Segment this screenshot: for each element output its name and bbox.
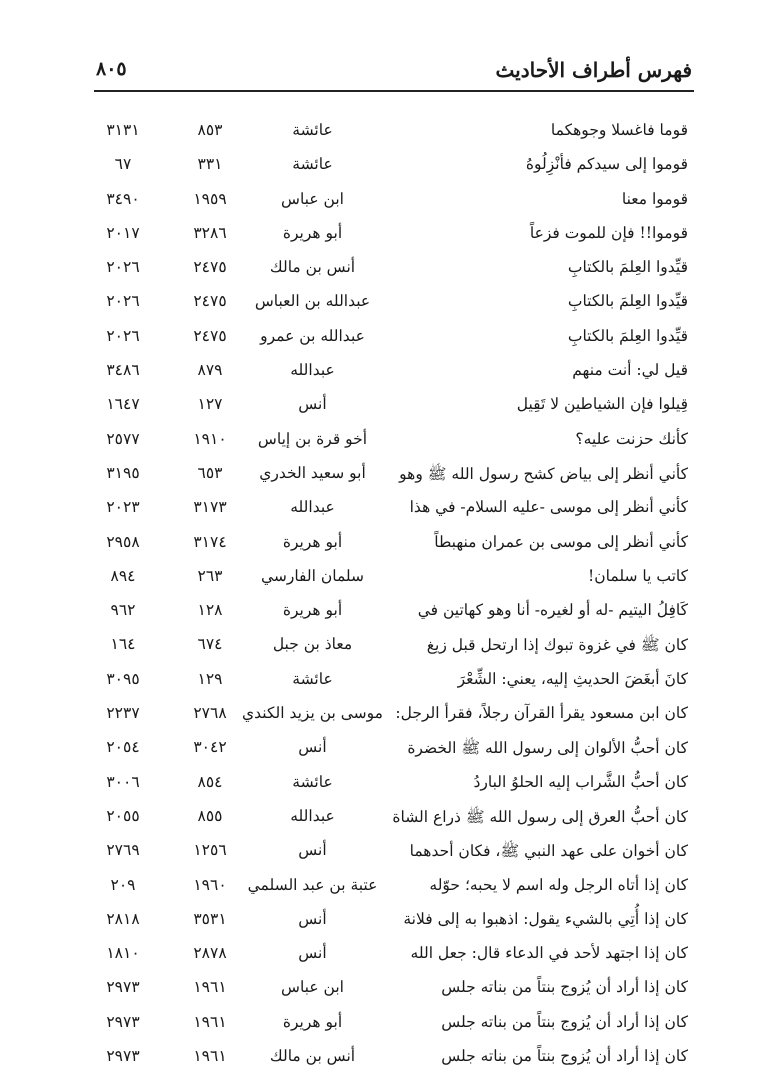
hadith-text: كان أحبُّ العرق إلى رسول الله ﷺ ذراع الشاة <box>392 807 688 826</box>
hadith-text: كان إذا أتاه الرجل وله اسم لا يحبه؛ حوّله <box>429 875 688 894</box>
table-row <box>0 186 758 220</box>
hadith-number: ٣٤٩٠ <box>106 189 140 208</box>
reference-number: ٨٧٩ <box>197 361 223 380</box>
narrator: عائشة <box>292 669 333 688</box>
narrator: أبو هريرة <box>282 1012 343 1031</box>
table-row <box>0 288 758 322</box>
hadith-text: كان أخوان على عهد النبي ﷺ، فكان أحدهما <box>409 842 688 861</box>
table-row <box>0 940 758 974</box>
hadith-text: كان إذا أراد أن يُزوج بنتاً من بناته جلس <box>441 1047 688 1066</box>
reference-number: ٨٥٥ <box>197 806 223 825</box>
hadith-text: كأني أنظر إلى بياض كشح رسول الله ﷺ وهو <box>399 464 688 483</box>
reference-number: ٣٠٤٢ <box>193 738 227 757</box>
table-row <box>0 529 758 563</box>
hadith-number: ٢٩٧٣ <box>106 1047 140 1066</box>
reference-number: ٢٤٧٥ <box>193 292 227 311</box>
hadith-number: ١٦٤ <box>110 635 136 654</box>
table-row <box>0 734 758 768</box>
table-row <box>0 666 758 700</box>
hadith-number: ٢٩٧٣ <box>106 1012 140 1031</box>
reference-number: ٣١٧٣ <box>193 498 227 517</box>
narrator: أنس <box>298 395 327 414</box>
hadith-text: كان إذا أراد أن يُزوج بنتاً من بناته جلس <box>441 978 688 997</box>
hadith-number: ٩٦٢ <box>110 601 136 620</box>
reference-number: ١٢٨ <box>197 601 223 620</box>
reference-number: ٢٨٧٨ <box>193 944 227 963</box>
hadith-text: قيِّدوا العِلمَ بالكتابِ <box>567 258 688 277</box>
hadith-number: ٢٩٥٨ <box>106 532 140 551</box>
narrator: عبدالله <box>290 498 335 517</box>
reference-number: ٣٣١ <box>197 155 223 174</box>
hadith-text: قيل لي: أنت منهم <box>572 361 688 380</box>
reference-number: ١٩٦١ <box>193 1012 227 1031</box>
narrator: أبو هريرة <box>282 532 343 551</box>
hadith-number: ٣٠٩٥ <box>106 669 140 688</box>
table-row <box>0 117 758 151</box>
reference-number: ٢٤٧٥ <box>193 326 227 345</box>
hadith-text: كأني أنظر إلى موسى بن عمران منهبطاً <box>434 532 688 551</box>
reference-number: ١٩٦١ <box>193 978 227 997</box>
narrator: ابن عباس <box>281 978 344 997</box>
table-row <box>0 769 758 803</box>
hadith-text: كان أحبُّ الألوان إلى رسول الله ﷺ الخضرة <box>407 739 688 758</box>
narrator: معاذ بن جبل <box>272 635 353 654</box>
hadith-text: كان إذا اجتهد لأحد في الدعاء قال: جعل الله <box>410 944 688 963</box>
reference-number: ١٢٥٦ <box>193 841 227 860</box>
page-title: فهرس أطراف الأحاديث <box>495 58 692 82</box>
reference-number: ٨٥٣ <box>197 121 223 139</box>
reference-number: ٨٥٤ <box>197 772 223 791</box>
hadith-number: ٢٧٦٩ <box>106 841 140 860</box>
hadith-text: قِيلوا فإن الشياطين لا تَقِيل <box>516 395 688 414</box>
narrator: أنس <box>298 841 327 860</box>
table-row <box>0 837 758 871</box>
table-row <box>0 631 758 665</box>
reference-number: ٣٥٣١ <box>193 909 227 928</box>
hadith-text: كَافِلُ اليتيم -له أو لغيره- أنا وهو كهاتين في <box>417 601 688 620</box>
header-rule <box>94 90 694 92</box>
reference-number: ٣١٧٤ <box>193 532 227 551</box>
narrator: عائشة <box>292 121 333 139</box>
hadith-number: ٢٠٥٤ <box>106 738 140 757</box>
hadith-number: ٢٠١٧ <box>106 223 140 242</box>
hadith-number: ١٦٤٧ <box>106 395 140 414</box>
narrator: أنس <box>298 909 327 928</box>
table-row <box>0 597 758 631</box>
hadith-text: كاتب يا سلمان! <box>588 566 688 585</box>
narrator: أبو هريرة <box>282 601 343 620</box>
narrator: عبدالله بن العباس <box>254 292 371 311</box>
narrator: عبدالله <box>290 806 335 825</box>
hadith-text: كان أحبُّ الشَّراب إليه الحلوُ الباردُ <box>473 772 688 791</box>
hadith-number: ٦٧ <box>114 155 132 174</box>
hadith-number: ٢٩٧٣ <box>106 978 140 997</box>
hadith-text: قيِّدوا العِلمَ بالكتابِ <box>567 292 688 311</box>
table-row <box>0 254 758 288</box>
narrator: عبدالله بن عمرو <box>260 326 365 345</box>
reference-number: ١٢٩ <box>197 669 223 688</box>
narrator: أبو سعيد الخدري <box>259 463 366 482</box>
reference-number: ٢٦٣ <box>197 566 223 585</box>
narrator: موسى بن يزيد الكندي <box>242 704 383 723</box>
table-row <box>0 1043 758 1077</box>
hadith-number: ٢٠٢٦ <box>106 326 140 345</box>
hadith-text: كأني أنظر إلى موسى -عليه السلام- في هذا <box>409 498 688 517</box>
page-header <box>94 52 692 86</box>
reference-number: ١٩٦٠ <box>193 875 227 894</box>
table-row <box>0 151 758 185</box>
table-row <box>0 803 758 837</box>
reference-number: ١٩١٠ <box>193 429 227 448</box>
hadith-number: ١٨١٠ <box>106 944 140 963</box>
hadith-number: ٣١٣١ <box>106 121 140 139</box>
table-row <box>0 460 758 494</box>
hadith-text: قوموا إلى سيدكم فأنْزِلُوهُ <box>525 155 688 174</box>
hadith-number: ٢٠٢٣ <box>106 498 140 517</box>
narrator: ابن عباس <box>281 189 344 208</box>
table-row <box>0 426 758 460</box>
hadith-text: كان إذا أُتِي بالشيء يقول: اذهبوا به إلى فلانة <box>403 909 688 928</box>
hadith-number: ٢٠٥٥ <box>106 806 140 825</box>
hadith-number: ٢٨١٨ <box>106 909 140 928</box>
hadith-number: ٢٢٣٧ <box>106 704 140 723</box>
reference-number: ٦٧٤ <box>197 635 223 654</box>
narrator: عبدالله <box>290 361 335 380</box>
hadith-index-table <box>0 117 758 1077</box>
narrator: عائشة <box>292 772 333 791</box>
narrator: سلمان الفارسي <box>260 566 365 585</box>
hadith-number: ٣٠٠٦ <box>106 772 140 791</box>
narrator: أبو هريرة <box>282 223 343 242</box>
hadith-number: ٣٤٨٦ <box>106 361 140 380</box>
reference-number: ٢٤٧٥ <box>193 258 227 277</box>
table-row <box>0 563 758 597</box>
hadith-number: ٢٠٩ <box>110 875 136 894</box>
hadith-number: ٢٠٢٦ <box>106 292 140 311</box>
hadith-text: قوما فاغسلا وجوهكما <box>550 121 688 139</box>
table-row <box>0 357 758 391</box>
hadith-number: ٢٠٢٦ <box>106 258 140 277</box>
narrator: أنس <box>298 738 327 757</box>
hadith-text: كان ابن مسعود يقرأ القرآن رجلاً، فقرأ الرجل: <box>395 704 688 723</box>
table-row <box>0 391 758 425</box>
reference-number: ٣٢٨٦ <box>193 223 227 242</box>
narrator: أنس بن مالك <box>269 1047 356 1066</box>
reference-number: ١٢٧ <box>197 395 223 414</box>
hadith-number: ٨٩٤ <box>110 566 136 585</box>
hadith-text: كان ﷺ في غزوة تبوك إذا ارتحل قبل زيغ <box>426 636 688 655</box>
hadith-text: قوموا!! فإن للموت فزعاً <box>529 223 688 242</box>
reference-number: ٦٥٣ <box>197 463 223 482</box>
hadith-text: كان إذا أراد أن يُزوج بنتاً من بناته جلس <box>441 1012 688 1031</box>
reference-number: ٢٧٦٨ <box>193 704 227 723</box>
table-row <box>0 974 758 1008</box>
hadith-number: ٣١٩٥ <box>106 463 140 482</box>
hadith-text: قوموا معنا <box>621 189 688 208</box>
narrator: عائشة <box>292 155 333 174</box>
hadith-number: ٢٥٧٧ <box>106 429 140 448</box>
table-row <box>0 1009 758 1043</box>
narrator: أخو قرة بن إياس <box>257 429 368 448</box>
table-row <box>0 700 758 734</box>
narrator: أنس بن مالك <box>269 258 356 277</box>
table-row <box>0 220 758 254</box>
narrator: عتبة بن عبد السلمي <box>247 875 378 894</box>
reference-number: ١٩٦١ <box>193 1047 227 1066</box>
narrator: أنس <box>298 944 327 963</box>
hadith-text: كانَ أبغَضَ الحديثِ إليه، يعني: الشِّعْرَ <box>457 669 688 688</box>
reference-number: ١٩٥٩ <box>193 189 227 208</box>
table-row <box>0 906 758 940</box>
hadith-text: قيِّدوا العِلمَ بالكتابِ <box>567 326 688 345</box>
table-row <box>0 494 758 528</box>
page-number: ٨٠٥ <box>96 58 127 80</box>
table-row <box>0 872 758 906</box>
hadith-text: كأنك حزنت عليه؟ <box>575 429 688 448</box>
table-row <box>0 323 758 357</box>
